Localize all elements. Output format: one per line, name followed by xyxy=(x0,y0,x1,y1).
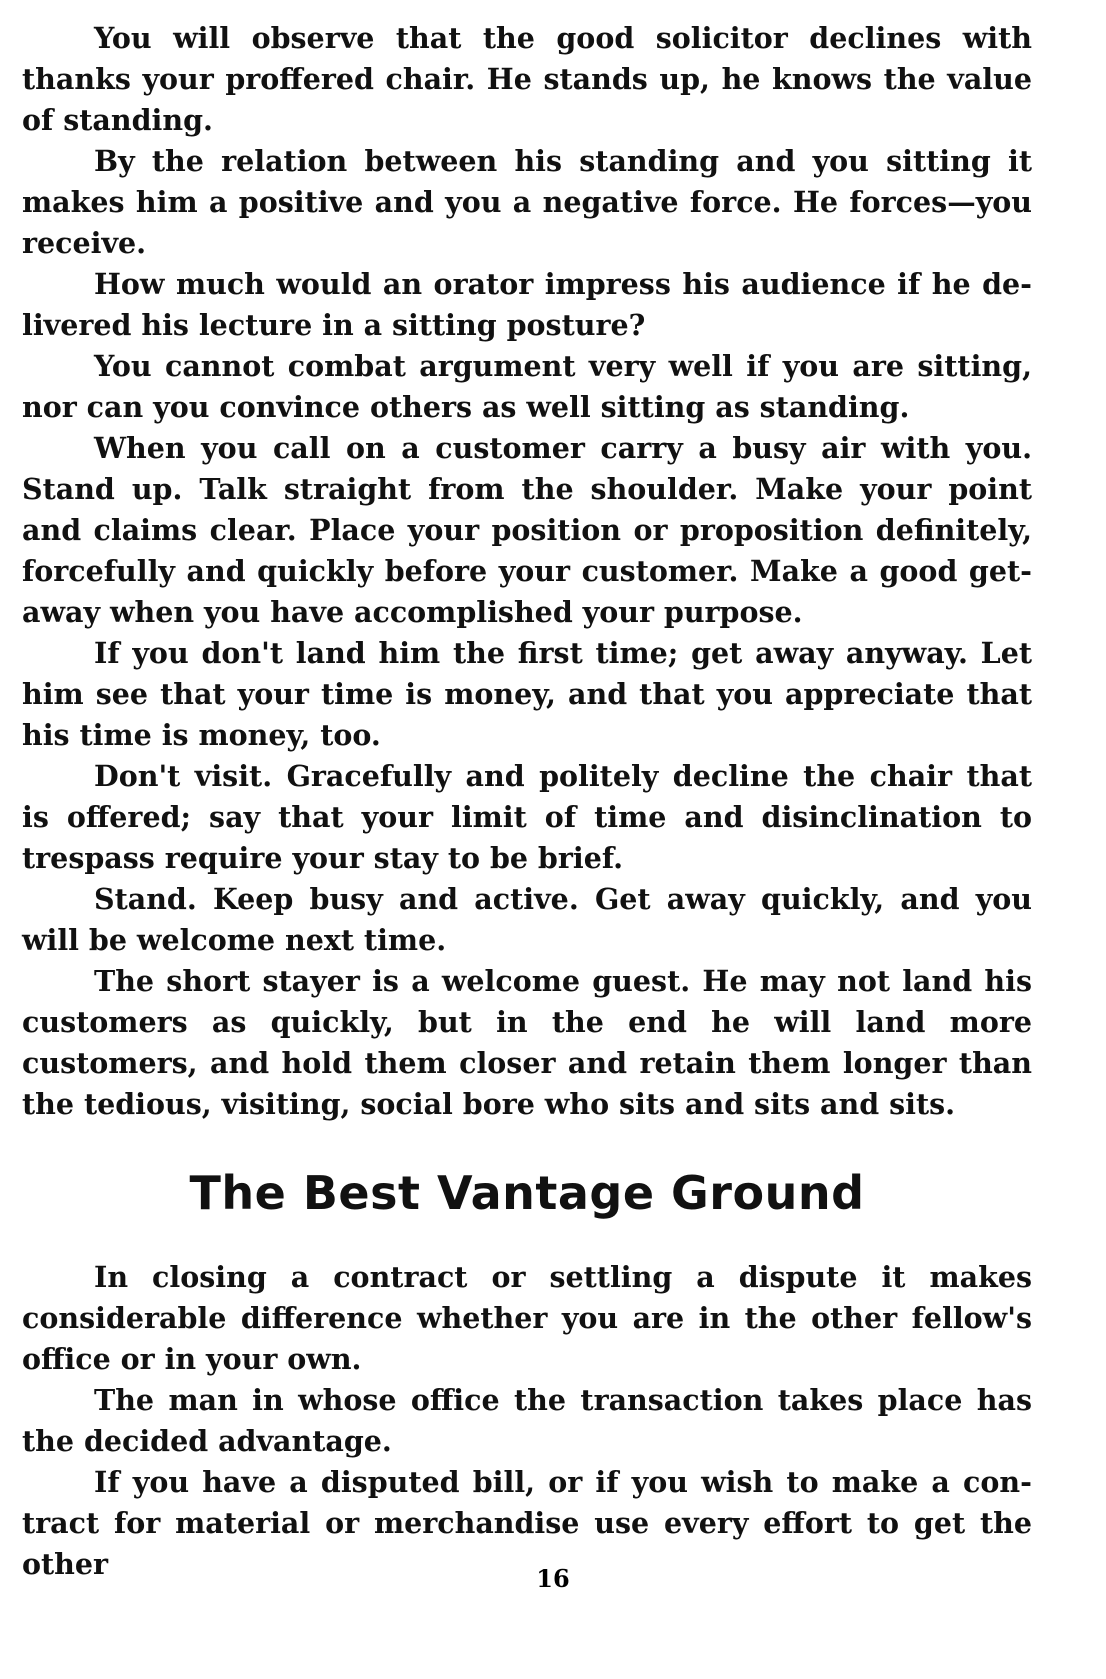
paragraph-decided-advantage: The man in whose office the transaction takes place has the decided advantage. xyxy=(22,1383,1032,1458)
section-heading: The Best Vantage Ground xyxy=(189,1166,865,1220)
page-body xyxy=(22,18,1032,1585)
paragraph-short-stayer: The short stayer is a welcome guest. He may not land his customers as quickly, but in the end he will land more customers, and hold them closer and retain them longer than the tedious, visiting, social bore who sits and sits and sits. xyxy=(22,964,1032,1121)
paragraph-closing-contract: In closing a contract or settling a dispute it makes considerable difference whether you are in the other fellow's office or in your own. xyxy=(22,1260,1032,1376)
paragraph-dont-visit: Don't visit. Gracefully and politely decline the chair that is offered; say that your limit of time and disinclination to trespass require your stay to be brief. xyxy=(22,759,1032,875)
paragraph-orator: How much would an orator impress his audience if he delivered his lecture in a sitting posture? xyxy=(22,267,1032,342)
paragraph-positive-force: By the relation between his standing and you sitting it makes him a positive and you a negative force. He forces—you receive. xyxy=(22,144,1032,260)
paragraph-disputed-bill: If you have a disputed bill, or if you wish to make a contract for material or merchandise use every effort to get the other xyxy=(22,1465,1032,1581)
page-number: 16 xyxy=(536,1564,570,1593)
paragraph-solicitor-chair: You will observe that the good solicitor declines with thanks your proffered chair. He stands up, he knows the value of standing. xyxy=(22,21,1032,137)
paragraph-get-away: If you don't land him the first time; get away anyway. Let him see that your time is money, and that you appreciate that his time is money, too. xyxy=(22,636,1032,752)
paragraph-stand: Stand. Keep busy and active. Get away quickly, and you will be welcome next time. xyxy=(22,882,1032,957)
paragraph-combat-argument: You cannot combat argument very well if you are sitting, nor can you convince others as well sitting as standing. xyxy=(22,349,1032,424)
paragraph-busy-air: When you call on a customer carry a busy air with you. Stand up. Talk straight from the shoulder. Make your point and claims clear. Place your position or proposition definitely, forcefully and quickly before your customer. Make a good getaway when you have accomplished your purpose. xyxy=(22,431,1032,629)
